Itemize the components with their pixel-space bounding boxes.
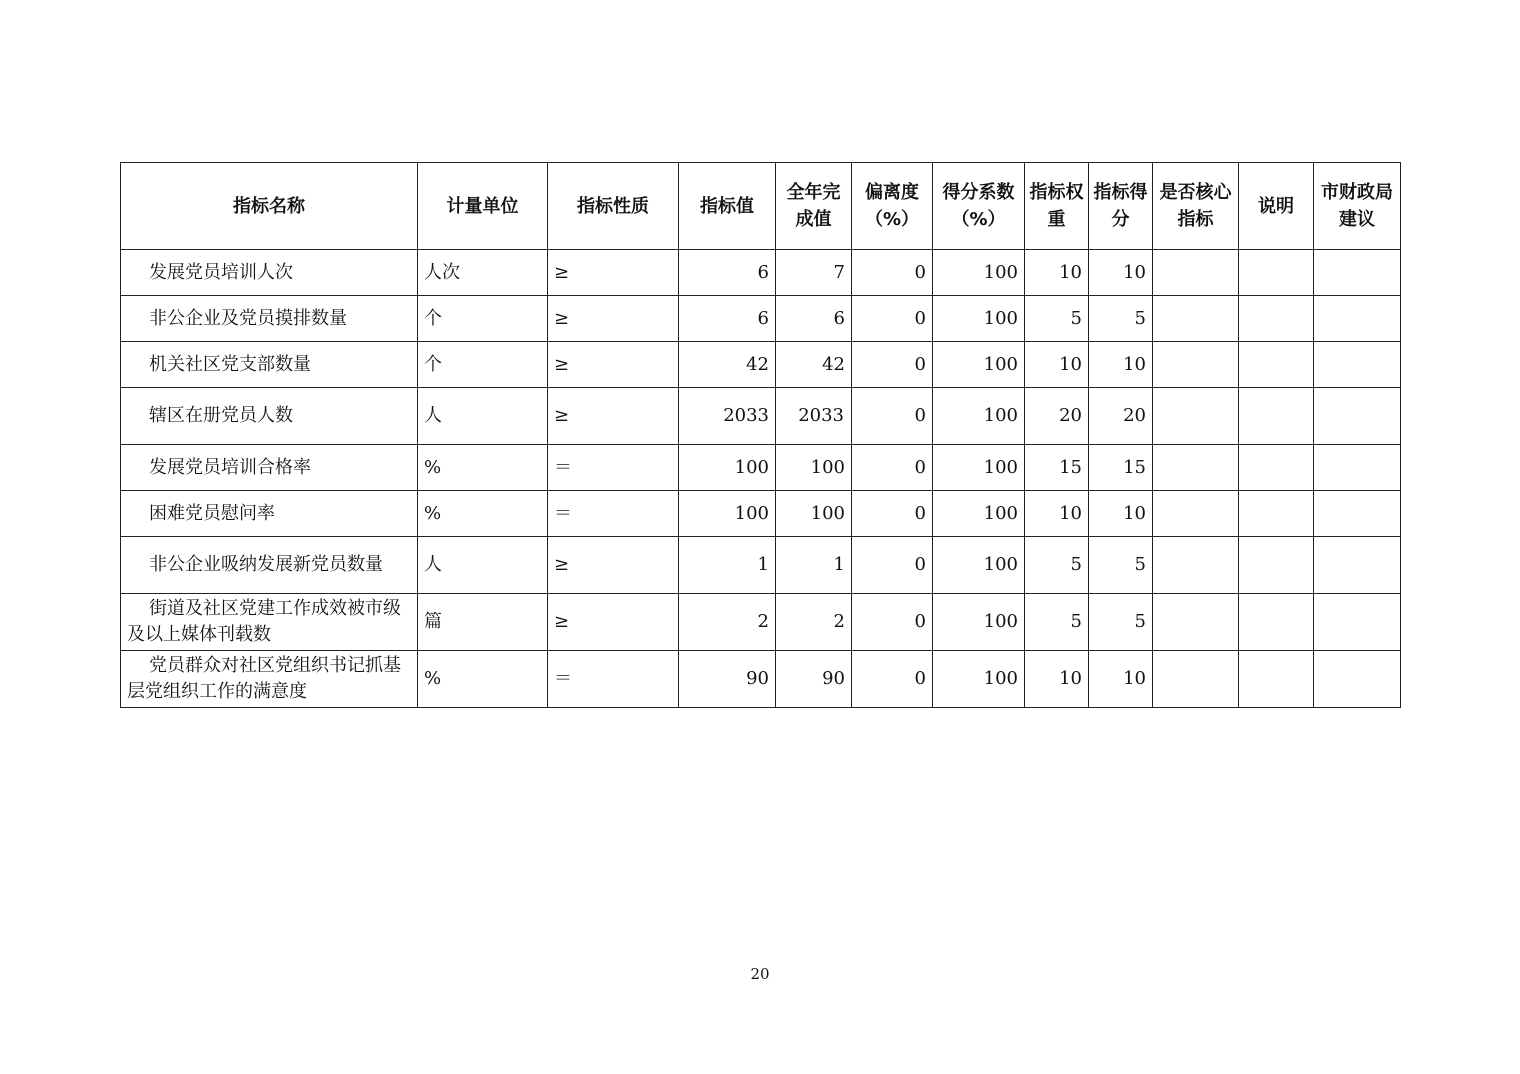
cell-indicator-name: 非公企业吸纳发展新党员数量: [121, 537, 418, 594]
cell-core: [1153, 296, 1239, 342]
cell-completed: 2033: [776, 388, 852, 445]
cell-weight: 15: [1025, 445, 1089, 491]
table-row: [121, 594, 1401, 651]
header-unit: 计量单位: [418, 163, 548, 250]
cell-score-coefficient: 100: [933, 445, 1025, 491]
cell-unit: %: [418, 491, 548, 537]
cell-score: 5: [1089, 537, 1153, 594]
cell-completed: 1: [776, 537, 852, 594]
cell-weight: 5: [1025, 594, 1089, 651]
cell-deviation: 0: [852, 651, 933, 708]
cell-note: [1239, 651, 1314, 708]
cell-note: [1239, 296, 1314, 342]
cell-score: 15: [1089, 445, 1153, 491]
header-completed: 全年完成值: [776, 163, 852, 250]
cell-unit: 个: [418, 342, 548, 388]
cell-target: 6: [679, 250, 776, 296]
cell-indicator-name: 发展党员培训人次: [121, 250, 418, 296]
cell-core: [1153, 388, 1239, 445]
cell-nature: ≥: [548, 388, 679, 445]
cell-deviation: 0: [852, 491, 933, 537]
cell-deviation: 0: [852, 445, 933, 491]
cell-deviation: 0: [852, 342, 933, 388]
cell-score: 5: [1089, 594, 1153, 651]
cell-nature: ≥: [548, 296, 679, 342]
cell-nature: ≥: [548, 537, 679, 594]
cell-score: 10: [1089, 250, 1153, 296]
cell-suggestion: [1314, 388, 1401, 445]
cell-completed: 2: [776, 594, 852, 651]
cell-suggestion: [1314, 342, 1401, 388]
cell-completed: 90: [776, 651, 852, 708]
cell-note: [1239, 537, 1314, 594]
cell-nature: ≥: [548, 250, 679, 296]
cell-core: [1153, 491, 1239, 537]
table-row: [121, 250, 1401, 296]
cell-nature: ＝: [548, 445, 679, 491]
cell-unit: 人次: [418, 250, 548, 296]
page-number: 20: [750, 965, 770, 983]
cell-completed: 100: [776, 491, 852, 537]
cell-weight: 10: [1025, 491, 1089, 537]
cell-completed: 42: [776, 342, 852, 388]
cell-target: 1: [679, 537, 776, 594]
cell-core: [1153, 445, 1239, 491]
cell-deviation: 0: [852, 250, 933, 296]
cell-unit: 人: [418, 537, 548, 594]
cell-indicator-name: 非公企业及党员摸排数量: [121, 296, 418, 342]
cell-score: 20: [1089, 388, 1153, 445]
cell-target: 42: [679, 342, 776, 388]
cell-score-coefficient: 100: [933, 342, 1025, 388]
cell-nature: ≥: [548, 594, 679, 651]
cell-nature: ＝: [548, 491, 679, 537]
table-row: [121, 342, 1401, 388]
cell-core: [1153, 250, 1239, 296]
table-row: [121, 445, 1401, 491]
cell-score-coefficient: 100: [933, 296, 1025, 342]
cell-target: 100: [679, 445, 776, 491]
cell-weight: 5: [1025, 296, 1089, 342]
cell-deviation: 0: [852, 537, 933, 594]
cell-score: 10: [1089, 342, 1153, 388]
table-body: [121, 250, 1401, 708]
cell-completed: 6: [776, 296, 852, 342]
cell-unit: 人: [418, 388, 548, 445]
header-score: 指标得分: [1089, 163, 1153, 250]
header-nature: 指标性质: [548, 163, 679, 250]
cell-completed: 7: [776, 250, 852, 296]
cell-note: [1239, 491, 1314, 537]
cell-core: [1153, 537, 1239, 594]
cell-score-coefficient: 100: [933, 491, 1025, 537]
cell-core: [1153, 594, 1239, 651]
header-name: 指标名称: [121, 163, 418, 250]
cell-weight: 10: [1025, 250, 1089, 296]
cell-score: 5: [1089, 296, 1153, 342]
cell-deviation: 0: [852, 388, 933, 445]
cell-core: [1153, 651, 1239, 708]
cell-target: 100: [679, 491, 776, 537]
table-row: [121, 537, 1401, 594]
cell-score-coefficient: 100: [933, 594, 1025, 651]
header-core: 是否核心指标: [1153, 163, 1239, 250]
cell-target: 90: [679, 651, 776, 708]
header-score-coefficient: 得分系数（%）: [933, 163, 1025, 250]
cell-target: 6: [679, 296, 776, 342]
cell-score: 10: [1089, 491, 1153, 537]
header-weight: 指标权重: [1025, 163, 1089, 250]
cell-unit: %: [418, 445, 548, 491]
header-suggestion: 市财政局建议: [1314, 163, 1401, 250]
header-deviation: 偏离度（%）: [852, 163, 933, 250]
cell-weight: 5: [1025, 537, 1089, 594]
cell-suggestion: [1314, 651, 1401, 708]
table-header-row: [121, 163, 1401, 250]
cell-weight: 10: [1025, 342, 1089, 388]
cell-deviation: 0: [852, 296, 933, 342]
cell-nature: ＝: [548, 651, 679, 708]
cell-nature: ≥: [548, 342, 679, 388]
cell-indicator-name: 辖区在册党员人数: [121, 388, 418, 445]
cell-suggestion: [1314, 594, 1401, 651]
table-row: [121, 651, 1401, 708]
cell-unit: 篇: [418, 594, 548, 651]
cell-note: [1239, 445, 1314, 491]
table-row: [121, 388, 1401, 445]
cell-weight: 10: [1025, 651, 1089, 708]
cell-indicator-name: 发展党员培训合格率: [121, 445, 418, 491]
cell-weight: 20: [1025, 388, 1089, 445]
cell-indicator-name: 困难党员慰问率: [121, 491, 418, 537]
cell-indicator-name: 街道及社区党建工作成效被市级及以上媒体刊载数: [121, 594, 418, 651]
cell-note: [1239, 342, 1314, 388]
cell-suggestion: [1314, 445, 1401, 491]
cell-target: 2: [679, 594, 776, 651]
cell-note: [1239, 594, 1314, 651]
cell-indicator-name: 机关社区党支部数量: [121, 342, 418, 388]
cell-unit: 个: [418, 296, 548, 342]
cell-completed: 100: [776, 445, 852, 491]
cell-note: [1239, 250, 1314, 296]
cell-score-coefficient: 100: [933, 537, 1025, 594]
header-target: 指标值: [679, 163, 776, 250]
cell-score-coefficient: 100: [933, 651, 1025, 708]
performance-indicator-table: [120, 162, 1401, 708]
table-row: [121, 296, 1401, 342]
cell-suggestion: [1314, 296, 1401, 342]
cell-suggestion: [1314, 537, 1401, 594]
cell-indicator-name: 党员群众对社区党组织书记抓基层党组织工作的满意度: [121, 651, 418, 708]
cell-suggestion: [1314, 491, 1401, 537]
header-note: 说明: [1239, 163, 1314, 250]
cell-score: 10: [1089, 651, 1153, 708]
cell-target: 2033: [679, 388, 776, 445]
cell-core: [1153, 342, 1239, 388]
cell-score-coefficient: 100: [933, 388, 1025, 445]
cell-score-coefficient: 100: [933, 250, 1025, 296]
cell-unit: %: [418, 651, 548, 708]
cell-deviation: 0: [852, 594, 933, 651]
table-row: [121, 491, 1401, 537]
cell-note: [1239, 388, 1314, 445]
cell-suggestion: [1314, 250, 1401, 296]
